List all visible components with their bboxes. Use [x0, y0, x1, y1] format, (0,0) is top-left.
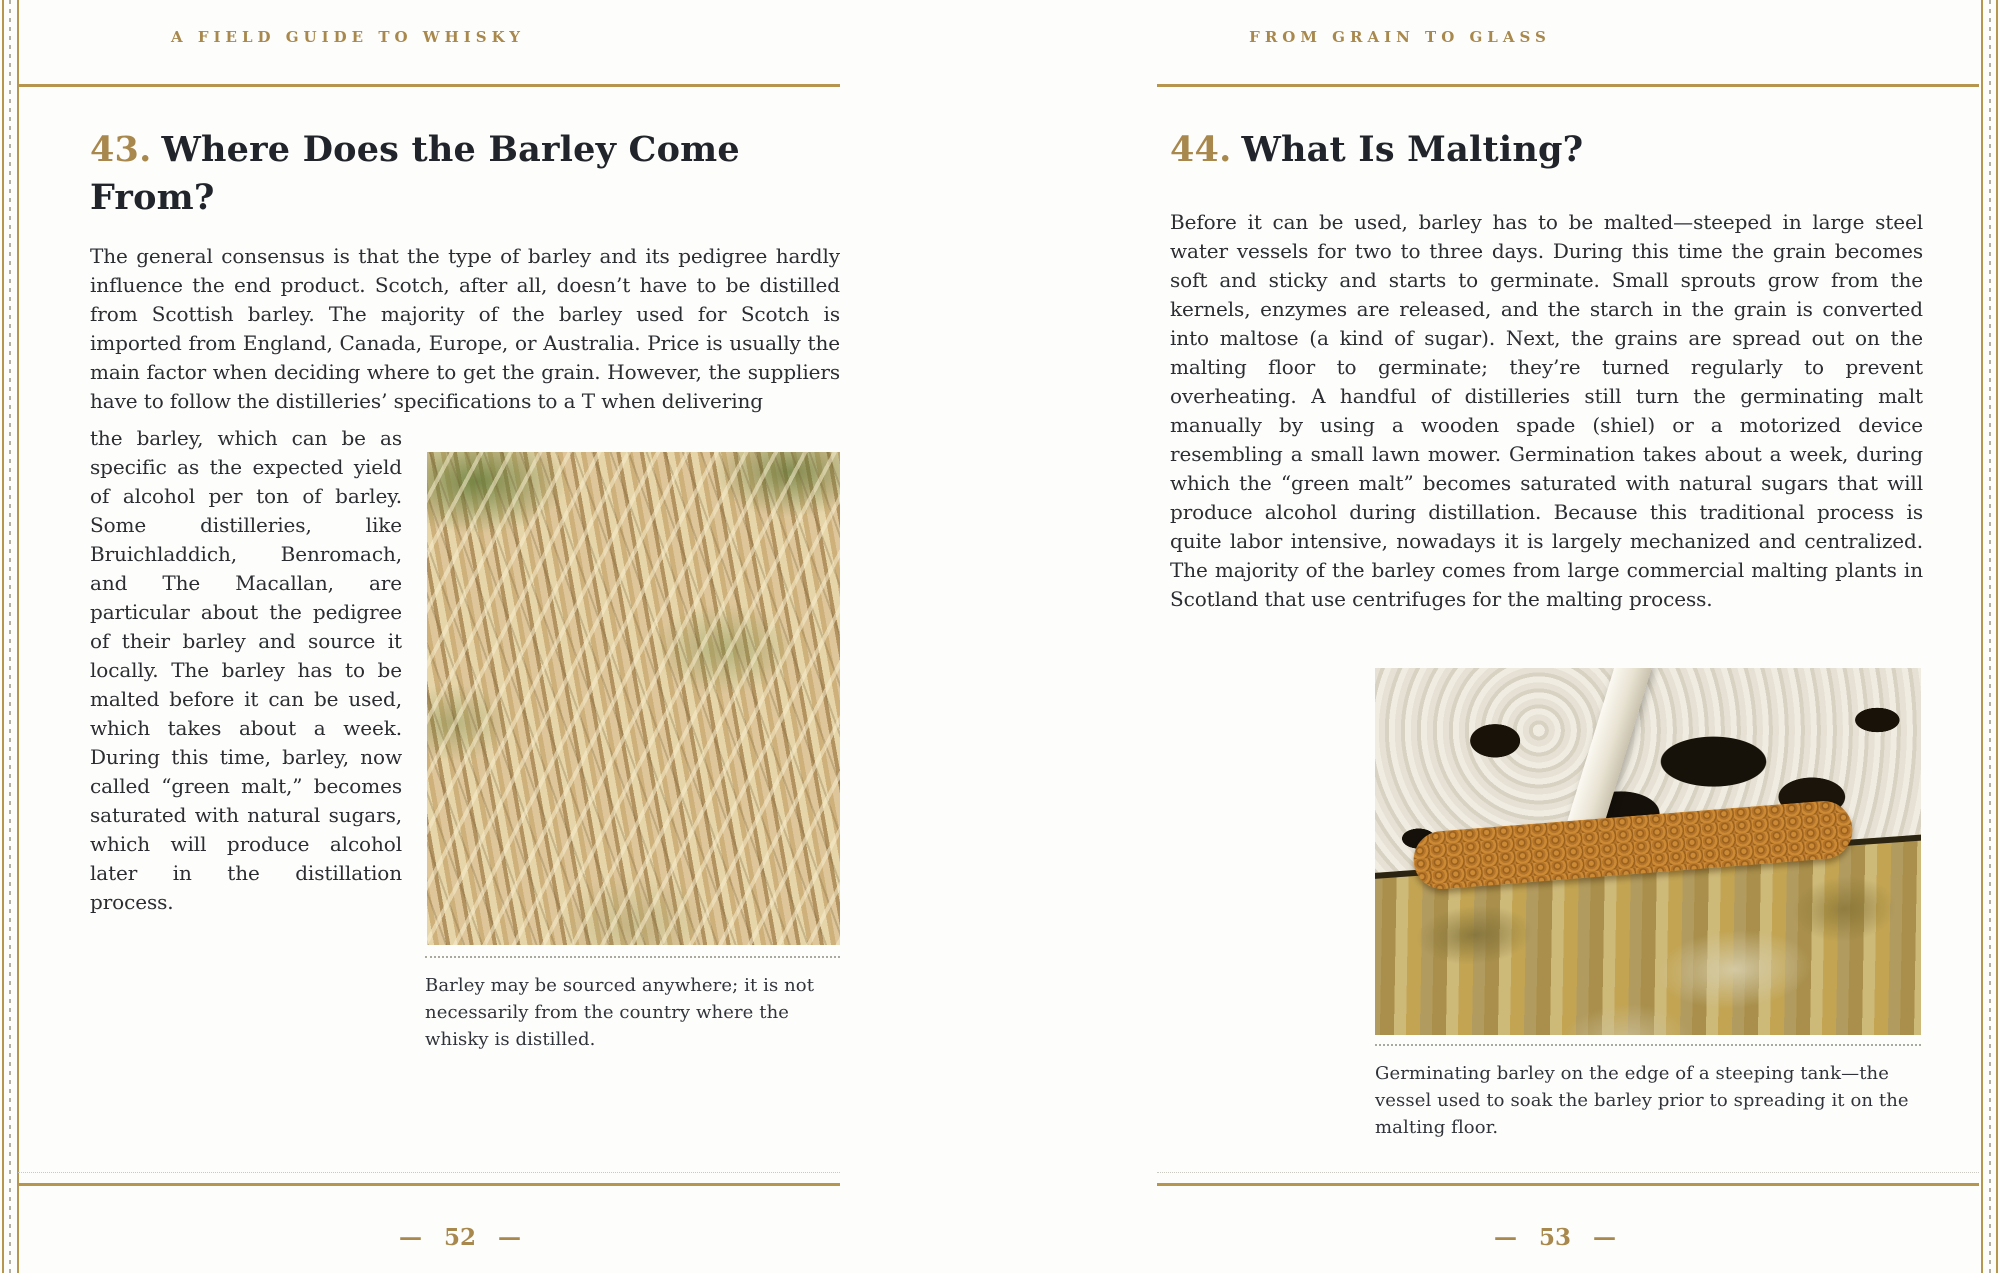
section-number-right: 44.	[1170, 129, 1232, 170]
running-header-left: A FIELD GUIDE TO WHISKY	[171, 28, 525, 46]
body-paragraph-wrap-left: the barley, which can be as specific as the expected yield of alcohol per ton of barley. Some distilleries, like Bruichladdich, Benromach, and The Macallan, are particular about the pedigree of their barley and source it locally. The barley has to be malted before it can be used, which takes about a week. During this time, barley, now called “green malt,” becomes saturated with natural sugars, which will produce alcohol later in the distillation process.	[90, 426, 402, 914]
footer-dotted-rule-left	[18, 1172, 840, 1173]
section-title-text-left: Where Does the Barley Come From?	[90, 129, 740, 218]
photo-caption-left: Barley may be sourced anywhere; it is not necessarily from the country where the whisky is distilled.	[425, 956, 840, 1053]
header-rule-right	[1157, 84, 1979, 87]
page-number-left: — 52 —	[398, 1224, 522, 1251]
page-edge-decoration-right	[1980, 0, 2000, 1273]
section-title-left	[90, 126, 750, 222]
header-rule-left	[18, 84, 840, 87]
edge-gold-line-inner	[1981, 0, 1983, 1273]
edge-gold-line-outer	[1996, 0, 1998, 1273]
edge-stitch-line	[9, 0, 11, 1273]
barley-field-photo	[427, 452, 840, 945]
footer-rule-left	[18, 1183, 840, 1186]
page-number-right: — 53 —	[1493, 1224, 1617, 1251]
footer-dotted-rule-right	[1157, 1172, 1979, 1173]
edge-gold-line-outer	[2, 0, 4, 1273]
running-header-right: FROM GRAIN TO GLASS	[1249, 28, 1551, 46]
footer-rule-right	[1157, 1183, 1979, 1186]
edge-gold-line-inner	[17, 0, 19, 1273]
page-edge-decoration-left	[0, 0, 20, 1273]
steeping-tank-photo	[1375, 668, 1921, 1035]
body-paragraph-right: Before it can be used, barley has to be malted—steeped in large steel water vessels for two to three days. During this time the grain becomes soft and sticky and starts to germinate. Small sprouts grow from the kernels, enzymes are released, and the starch in the grain is converted into maltose (a kind of sugar). Next, the grains are spread out on the malting floor to germinate; they’re turned regularly to prevent overheating. A handful of distilleries still turn the germinating malt manually by using a wooden spade (shiel) or a motorized device resembling a small lawn mower. Germination takes about a week, during which the “green malt” becomes saturated with natural sugars that will produce alcohol during distillation. Because this traditional process is quite labor intensive, nowadays it is largely mechanized and centralized. The majority of the barley comes from large commercial malting plants in Scotland that use centrifuges for the malting process.	[1170, 210, 1923, 611]
photo-caption-right: Germinating barley on the edge of a steeping tank—the vessel used to soak the barley prior to spreading it on the malting floor.	[1375, 1044, 1921, 1141]
section-title-text-right: What Is Malting?	[1241, 129, 1584, 170]
edge-stitch-line	[1989, 0, 1991, 1273]
body-paragraph-intro-left: The general consensus is that the type of barley and its pedigree hardly influence the end product. Scotch, after all, doesn’t have to be distilled from Scottish barley. The majority of the barley used for Scotch is imported from England, Canada, Europe, or Australia. Price is usually the main factor when deciding where to get the grain. However, the suppliers have to follow the distilleries’ specifications to a T when delivering	[90, 244, 840, 413]
section-number-left: 43.	[90, 129, 152, 170]
section-title-right	[1170, 126, 1940, 174]
text-photo-row-left	[90, 424, 840, 945]
